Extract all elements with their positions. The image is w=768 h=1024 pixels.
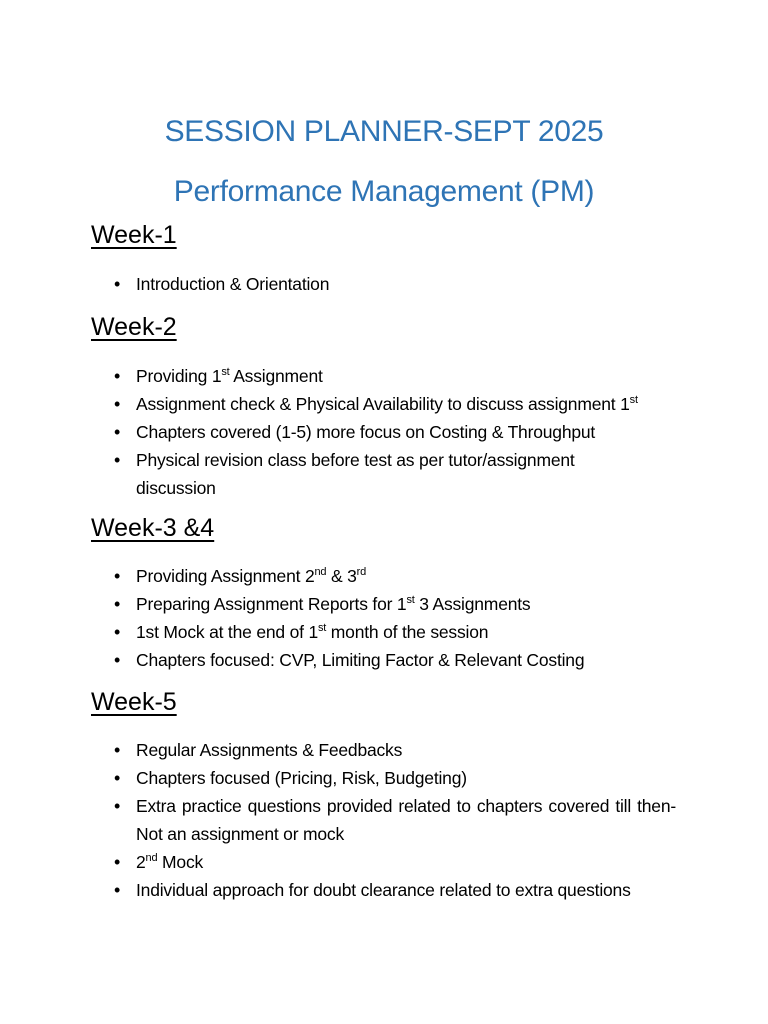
list-item: • Assignment check & Physical Availability to discuss assignment 1st [0,390,676,418]
list-item: • 2nd Mock [0,848,676,876]
week-5-list [0,736,768,904]
page-subtitle: Performance Management (PM) [173,175,595,208]
list-item: • Preparing Assignment Reports for 1st 3 Assignments [0,590,676,618]
week-2-list [0,362,768,502]
week-5-heading: Week-5 [91,688,177,716]
week-2-heading: Week-2 [91,313,177,341]
list-item: • Regular Assignments & Feedbacks [0,736,676,764]
list-item: • Chapters covered (1-5) more focus on Costing & Throughput [0,418,676,446]
list-item: • Physical revision class before test as per tutor/assignment discussion [0,446,616,502]
list-item: • Individual approach for doubt clearance related to extra questions [0,876,676,904]
week-1-heading: Week-1 [91,221,177,249]
list-item: • Introduction & Orientation [0,270,676,298]
list-item: • Chapters focused (Pricing, Risk, Budgeting) [0,764,676,792]
list-item: • Chapters focused: CVP, Limiting Factor & Relevant Costing [0,646,676,674]
week-3-4-list [0,562,768,674]
week-3-4-heading: Week-3 &4 [91,514,215,542]
week-1-list [0,270,768,298]
list-item: • 1st Mock at the end of 1st month of the session [0,618,676,646]
list-item: • Extra practice questions provided related to chapters covered till then-Not an assignment or mock [0,792,676,848]
list-item: • Providing 1st Assignment [0,362,676,390]
list-item: • Providing Assignment 2nd & 3rd [0,562,676,590]
page-title: SESSION PLANNER-SEPT 2025 [164,115,604,148]
